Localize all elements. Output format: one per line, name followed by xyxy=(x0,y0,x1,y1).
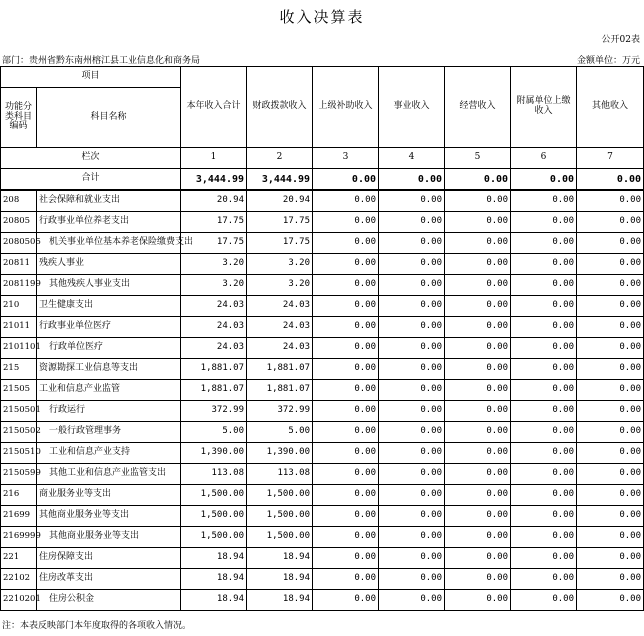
row-value: 24.03 xyxy=(181,317,247,338)
row-value: 18.94 xyxy=(247,548,313,569)
table-row xyxy=(1,380,644,401)
row-value: 0.00 xyxy=(445,296,511,317)
row-value: 0.00 xyxy=(379,464,445,485)
row-value: 0.00 xyxy=(313,359,379,380)
row-value: 0.00 xyxy=(577,359,644,380)
row-value: 0.00 xyxy=(445,590,511,611)
row-value: 0.00 xyxy=(511,443,577,464)
row-value: 1,500.00 xyxy=(181,527,247,548)
row-name: 住房保障支出 xyxy=(37,548,181,569)
column-number: 7 xyxy=(577,148,644,169)
row-value: 3.20 xyxy=(181,254,247,275)
table-header xyxy=(1,67,644,169)
column-number: 6 xyxy=(511,148,577,169)
row-value: 0.00 xyxy=(379,485,445,506)
table-row xyxy=(1,296,644,317)
row-code: 21011 xyxy=(1,317,37,338)
row-value: 0.00 xyxy=(577,212,644,233)
row-value: 0.00 xyxy=(511,233,577,254)
row-value: 0.00 xyxy=(379,254,445,275)
row-value: 0.00 xyxy=(511,506,577,527)
row-value: 0.00 xyxy=(379,380,445,401)
row-value: 0.00 xyxy=(577,548,644,569)
row-value: 0.00 xyxy=(379,317,445,338)
row-value: 0.00 xyxy=(313,422,379,443)
row-value: 0.00 xyxy=(313,233,379,254)
row-value: 17.75 xyxy=(181,233,247,254)
row-name: 行政事业单位医疗 xyxy=(37,317,181,338)
row-value: 1,500.00 xyxy=(247,527,313,548)
row-value: 0.00 xyxy=(445,548,511,569)
row-value: 0.00 xyxy=(313,590,379,611)
row-name: 其他残疾人事业支出 xyxy=(37,275,181,296)
row-code: 210 xyxy=(1,296,37,317)
row-value: 0.00 xyxy=(379,296,445,317)
column-number: 4 xyxy=(379,148,445,169)
row-value: 1,500.00 xyxy=(181,506,247,527)
footnote: 注：本表反映部门本年度取得的各项收入情况。 xyxy=(2,621,192,631)
row-value: 1,881.07 xyxy=(181,359,247,380)
row-value: 0.00 xyxy=(379,443,445,464)
row-value: 0.00 xyxy=(313,443,379,464)
row-value: 0.00 xyxy=(313,190,379,212)
row-value: 1,500.00 xyxy=(247,485,313,506)
row-value: 113.08 xyxy=(247,464,313,485)
row-code: 2150599 xyxy=(1,464,37,485)
row-value: 0.00 xyxy=(445,317,511,338)
row-code: 2081199 xyxy=(1,275,37,296)
row-code: 215 xyxy=(1,359,37,380)
row-name: 卫生健康支出 xyxy=(37,296,181,317)
table-row xyxy=(1,569,644,590)
row-code: 2169999 xyxy=(1,527,37,548)
column-number: 3 xyxy=(313,148,379,169)
row-value: 0.00 xyxy=(511,527,577,548)
row-name: 一般行政管理事务 xyxy=(37,422,181,443)
total-value: 0.00 xyxy=(577,169,644,191)
row-value: 0.00 xyxy=(445,485,511,506)
row-value: 0.00 xyxy=(379,275,445,296)
row-value: 0.00 xyxy=(379,212,445,233)
row-value: 24.03 xyxy=(181,338,247,359)
row-value: 0.00 xyxy=(577,422,644,443)
row-value: 0.00 xyxy=(577,464,644,485)
row-value: 0.00 xyxy=(313,464,379,485)
row-name: 机关事业单位基本养老保险缴费支出 xyxy=(37,233,181,254)
row-code: 2150510 xyxy=(1,443,37,464)
row-value: 3.20 xyxy=(247,254,313,275)
row-value: 0.00 xyxy=(577,275,644,296)
row-value: 0.00 xyxy=(511,296,577,317)
row-value: 0.00 xyxy=(379,233,445,254)
table-row xyxy=(1,590,644,611)
row-value: 0.00 xyxy=(577,254,644,275)
row-value: 0.00 xyxy=(511,338,577,359)
row-name: 工业和信息产业监管 xyxy=(37,380,181,401)
row-value: 0.00 xyxy=(379,590,445,611)
row-value: 372.99 xyxy=(247,401,313,422)
row-name: 住房公积金 xyxy=(37,590,181,611)
row-code: 2210201 xyxy=(1,590,37,611)
row-code: 20811 xyxy=(1,254,37,275)
row-value: 0.00 xyxy=(313,569,379,590)
header-col-1: 本年收入合计 xyxy=(181,67,247,148)
row-value: 17.75 xyxy=(181,212,247,233)
row-code: 22102 xyxy=(1,569,37,590)
row-code: 2150501 xyxy=(1,401,37,422)
row-value: 0.00 xyxy=(313,254,379,275)
row-name: 商业服务业等支出 xyxy=(37,485,181,506)
row-value: 372.99 xyxy=(181,401,247,422)
row-code: 216 xyxy=(1,485,37,506)
column-index-label: 栏次 xyxy=(1,148,181,169)
row-value: 0.00 xyxy=(445,359,511,380)
table-row xyxy=(1,464,644,485)
row-value: 0.00 xyxy=(445,233,511,254)
row-value: 0.00 xyxy=(379,506,445,527)
row-value: 0.00 xyxy=(379,422,445,443)
department-label: 部门：贵州省黔东南州榕江县工业信息化和商务局 xyxy=(2,56,201,66)
row-value: 0.00 xyxy=(511,485,577,506)
row-code: 2101101 xyxy=(1,338,37,359)
row-value: 18.94 xyxy=(181,569,247,590)
row-value: 0.00 xyxy=(577,190,644,212)
row-name: 其他工业和信息产业监管支出 xyxy=(37,464,181,485)
header-col-3: 上级补助收入 xyxy=(313,67,379,148)
row-code: 221 xyxy=(1,548,37,569)
row-value: 20.94 xyxy=(247,190,313,212)
row-value: 0.00 xyxy=(511,190,577,212)
row-value: 0.00 xyxy=(577,317,644,338)
row-value: 0.00 xyxy=(445,401,511,422)
table-row xyxy=(1,422,644,443)
row-value: 0.00 xyxy=(577,296,644,317)
table-row xyxy=(1,485,644,506)
row-value: 0.00 xyxy=(313,401,379,422)
row-value: 0.00 xyxy=(313,212,379,233)
row-value: 0.00 xyxy=(445,212,511,233)
table-body xyxy=(1,190,644,611)
row-name: 住房改革支出 xyxy=(37,569,181,590)
row-value: 0.00 xyxy=(379,569,445,590)
header-col-7: 其他收入 xyxy=(577,67,644,148)
row-value: 0.00 xyxy=(313,506,379,527)
row-value: 0.00 xyxy=(379,190,445,212)
row-value: 0.00 xyxy=(511,359,577,380)
row-value: 0.00 xyxy=(313,296,379,317)
row-code: 20805 xyxy=(1,212,37,233)
row-value: 18.94 xyxy=(247,590,313,611)
row-code: 2080505 xyxy=(1,233,37,254)
row-value: 0.00 xyxy=(445,464,511,485)
table-row xyxy=(1,548,644,569)
row-value: 0.00 xyxy=(445,506,511,527)
header-col-6: 附属单位上缴收入 xyxy=(511,67,577,148)
row-value: 20.94 xyxy=(181,190,247,212)
row-value: 0.00 xyxy=(379,359,445,380)
column-number: 2 xyxy=(247,148,313,169)
header-item: 项目 xyxy=(1,67,181,88)
row-name: 社会保障和就业支出 xyxy=(37,190,181,212)
row-value: 0.00 xyxy=(379,548,445,569)
row-value: 0.00 xyxy=(313,317,379,338)
row-value: 0.00 xyxy=(445,527,511,548)
row-value: 113.08 xyxy=(181,464,247,485)
total-value: 0.00 xyxy=(379,169,445,191)
row-value: 24.03 xyxy=(181,296,247,317)
row-value: 3.20 xyxy=(181,275,247,296)
page-title: 收入决算表 xyxy=(279,8,365,26)
row-value: 0.00 xyxy=(445,569,511,590)
table-row xyxy=(1,443,644,464)
row-value: 0.00 xyxy=(511,380,577,401)
table-row xyxy=(1,212,644,233)
table-row xyxy=(1,401,644,422)
row-value: 0.00 xyxy=(577,233,644,254)
row-value: 0.00 xyxy=(445,422,511,443)
row-value: 0.00 xyxy=(511,401,577,422)
unit-label: 金额单位：万元 xyxy=(576,56,640,66)
row-value: 5.00 xyxy=(181,422,247,443)
row-value: 1,500.00 xyxy=(247,506,313,527)
row-value: 0.00 xyxy=(511,275,577,296)
row-value: 0.00 xyxy=(511,254,577,275)
row-name: 行政单位医疗 xyxy=(37,338,181,359)
table-row xyxy=(1,275,644,296)
row-value: 0.00 xyxy=(379,338,445,359)
row-value: 0.00 xyxy=(445,254,511,275)
row-value: 0.00 xyxy=(511,548,577,569)
row-value: 1,881.07 xyxy=(181,380,247,401)
column-number: 5 xyxy=(445,148,511,169)
total-value: 0.00 xyxy=(313,169,379,191)
header-col-5: 经营收入 xyxy=(445,67,511,148)
table-row xyxy=(1,527,644,548)
row-value: 0.00 xyxy=(511,590,577,611)
total-value: 3,444.99 xyxy=(181,169,247,191)
row-name: 其他商业服务业等支出 xyxy=(37,527,181,548)
row-name: 资源勘探工业信息等支出 xyxy=(37,359,181,380)
form-number: 公开02表 xyxy=(601,35,640,45)
row-value: 0.00 xyxy=(577,443,644,464)
row-value: 0.00 xyxy=(577,401,644,422)
row-value: 0.00 xyxy=(379,527,445,548)
row-name: 其他商业服务业等支出 xyxy=(37,506,181,527)
row-value: 0.00 xyxy=(445,275,511,296)
row-value: 0.00 xyxy=(577,380,644,401)
row-value: 3.20 xyxy=(247,275,313,296)
table-row xyxy=(1,359,644,380)
row-value: 0.00 xyxy=(511,422,577,443)
table-row xyxy=(1,317,644,338)
row-value: 18.94 xyxy=(247,569,313,590)
row-value: 0.00 xyxy=(379,401,445,422)
row-value: 0.00 xyxy=(313,380,379,401)
table-row xyxy=(1,506,644,527)
row-value: 5.00 xyxy=(247,422,313,443)
row-code: 21505 xyxy=(1,380,37,401)
row-value: 1,390.00 xyxy=(181,443,247,464)
header-code: 功能分类科目编码 xyxy=(1,88,37,148)
total-label: 合计 xyxy=(1,169,181,191)
row-code: 208 xyxy=(1,190,37,212)
row-value: 0.00 xyxy=(577,527,644,548)
table-row xyxy=(1,338,644,359)
row-value: 0.00 xyxy=(577,485,644,506)
row-value: 0.00 xyxy=(445,380,511,401)
row-value: 1,390.00 xyxy=(247,443,313,464)
row-value: 1,500.00 xyxy=(181,485,247,506)
row-value: 24.03 xyxy=(247,317,313,338)
row-value: 0.00 xyxy=(511,464,577,485)
row-name: 工业和信息产业支持 xyxy=(37,443,181,464)
total-value: 3,444.99 xyxy=(247,169,313,191)
total-section xyxy=(1,169,644,191)
row-value: 0.00 xyxy=(313,338,379,359)
row-name: 残疾人事业 xyxy=(37,254,181,275)
row-value: 0.00 xyxy=(577,506,644,527)
row-value: 0.00 xyxy=(445,190,511,212)
row-value: 17.75 xyxy=(247,233,313,254)
header-name: 科目名称 xyxy=(37,88,181,148)
row-value: 24.03 xyxy=(247,338,313,359)
row-code: 21699 xyxy=(1,506,37,527)
row-value: 0.00 xyxy=(577,590,644,611)
row-value: 0.00 xyxy=(577,338,644,359)
table-row xyxy=(1,190,644,212)
row-value: 1,881.07 xyxy=(247,359,313,380)
row-value: 0.00 xyxy=(313,548,379,569)
row-value: 0.00 xyxy=(445,443,511,464)
row-value: 0.00 xyxy=(511,212,577,233)
row-name: 行政事业单位养老支出 xyxy=(37,212,181,233)
row-value: 0.00 xyxy=(511,317,577,338)
row-value: 18.94 xyxy=(181,590,247,611)
row-value: 24.03 xyxy=(247,296,313,317)
row-value: 17.75 xyxy=(247,212,313,233)
row-value: 0.00 xyxy=(577,569,644,590)
row-value: 0.00 xyxy=(445,338,511,359)
total-value: 0.00 xyxy=(445,169,511,191)
income-table xyxy=(0,66,644,611)
table-row xyxy=(1,254,644,275)
row-value: 0.00 xyxy=(511,569,577,590)
row-code: 2150502 xyxy=(1,422,37,443)
row-name: 行政运行 xyxy=(37,401,181,422)
row-value: 0.00 xyxy=(313,485,379,506)
row-value: 0.00 xyxy=(313,275,379,296)
row-value: 1,881.07 xyxy=(247,380,313,401)
total-value: 0.00 xyxy=(511,169,577,191)
header-col-2: 财政拨款收入 xyxy=(247,67,313,148)
header-col-4: 事业收入 xyxy=(379,67,445,148)
row-value: 18.94 xyxy=(181,548,247,569)
row-value: 0.00 xyxy=(313,527,379,548)
table-row xyxy=(1,233,644,254)
column-number: 1 xyxy=(181,148,247,169)
